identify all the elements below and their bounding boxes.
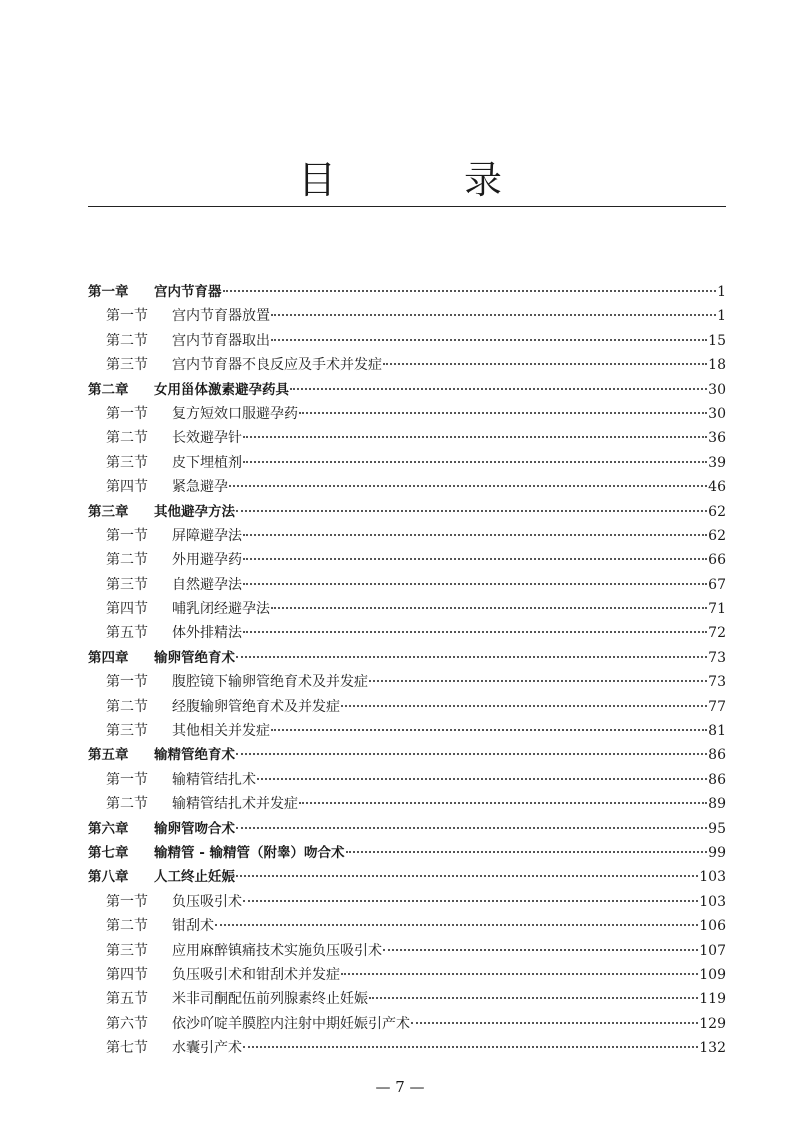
toc-page-number: 39 [708,454,726,471]
toc-entry-number: 第五章 [88,747,129,764]
toc-entry-title: 复方短效口服避孕药 [172,405,298,422]
toc-page-number: 73 [708,674,726,691]
toc-entry-title: 宫内节育器取出 [172,332,270,349]
toc-page-number: 99 [708,844,726,861]
toc-leader-dots [236,752,707,755]
toc-entry-number: 第二节 [106,918,148,935]
toc-leader-dots [243,630,707,633]
toc-entry-number: 第三节 [106,942,148,959]
toc-leader-dots [243,899,698,902]
toc-entry-number: 第二节 [106,552,148,569]
toc-page-number: 103 [699,869,726,886]
toc-entry-number: 第七章 [88,844,129,861]
toc-entry-number: 第一章 [88,284,129,300]
toc-entry-title: 皮下埋植剂 [172,454,242,471]
toc-page-number: 89 [708,796,726,813]
toc-section-row[interactable] [88,573,726,597]
toc-entry-number: 第一节 [106,771,148,788]
toc-entry-number: 第二节 [106,332,148,349]
toc-entry-title: 人工终止妊娠 [154,869,235,886]
toc-section-row[interactable] [88,524,726,548]
toc-chapter-row[interactable] [88,646,726,670]
toc-section-row[interactable] [88,695,726,719]
toc-page-number: 81 [708,723,726,740]
toc-entry-number: 第五节 [106,991,148,1008]
toc-entry-number: 第二节 [106,430,148,447]
toc-leader-dots [341,972,698,975]
toc-chapter-row[interactable] [88,280,726,304]
toc-entry-title: 体外排精法 [172,625,242,642]
toc-page-number: 107 [699,942,726,959]
toc-entry-title: 经腹输卵管绝育术及并发症 [172,698,340,715]
toc-leader-dots [243,460,707,463]
toc-entry-title: 输精管 - 输精管（附睾）吻合术 [154,844,345,861]
toc-section-row[interactable] [88,792,726,816]
toc-entry-number: 第三章 [88,503,129,520]
toc-entry-number: 第三节 [106,723,148,740]
toc-leader-dots [411,1021,698,1024]
toc-section-row[interactable] [88,890,726,914]
toc-section-row[interactable] [88,1036,726,1060]
toc-section-row[interactable] [88,914,726,938]
toc-page-number: 106 [699,918,726,935]
toc-entry-title: 宫内节育器放置 [172,308,270,325]
toc-section-row[interactable] [88,987,726,1011]
toc-section-row[interactable] [88,304,726,328]
toc-section-row[interactable] [88,402,726,426]
toc-section-row[interactable] [88,963,726,987]
toc-entry-number: 第四节 [106,966,148,983]
toc-entry-number: 第三节 [106,454,148,471]
toc-leader-dots [243,435,707,438]
toc-entry-title: 输卵管吻合术 [154,820,235,837]
toc-page-number: 62 [708,527,726,544]
toc-section-row[interactable] [88,353,726,377]
toc-entry-title: 钳刮术 [172,918,214,935]
toc-chapter-row[interactable] [88,817,726,841]
toc-entry-number: 第七节 [106,1040,148,1057]
toc-page-number: 71 [708,601,726,618]
toc-entry-title: 依沙吖啶羊膜腔内注射中期妊娠引产术 [172,1015,410,1032]
toc-leader-dots [229,484,707,487]
toc-entry-number: 第二章 [88,381,129,398]
toc-leader-dots [341,704,707,707]
toc-leader-dots [271,338,707,341]
toc-leader-dots [236,826,707,829]
toc-entry-number: 第一节 [106,674,148,691]
toc-leader-dots [299,411,707,414]
toc-section-row[interactable] [88,939,726,963]
toc-page-number: 18 [708,357,726,374]
toc-chapter-row[interactable] [88,378,726,402]
toc-section-row[interactable] [88,475,726,499]
toc-entry-number: 第三节 [106,576,148,593]
toc-page-number: 86 [708,771,726,788]
toc-leader-dots [271,313,716,316]
toc-leader-dots [236,655,707,658]
toc-leader-dots [290,387,707,390]
page-number: — 7 — [375,1078,425,1096]
toc-leader-dots [299,801,707,804]
toc-page-number: 67 [708,576,726,593]
toc-entry-number: 第二节 [106,796,148,813]
toc-section-row[interactable] [88,426,726,450]
toc-page-number: 86 [708,747,726,764]
toc-entry-title: 输精管结扎术 [172,771,256,788]
toc-entry-title: 紧急避孕 [172,479,228,496]
toc-page-number: 72 [708,625,726,642]
toc-leader-dots [243,533,707,536]
toc-page-number: 103 [699,893,726,910]
toc-page-number: 132 [699,1040,726,1057]
table-of-contents [88,280,726,1061]
toc-entry-number: 第一节 [106,405,148,422]
toc-leader-dots [243,557,707,560]
toc-section-row[interactable] [88,1012,726,1036]
toc-page-number: 77 [708,698,726,715]
toc-entry-title: 哺乳闭经避孕法 [172,601,270,618]
toc-leader-dots [271,728,707,731]
toc-section-row[interactable] [88,329,726,353]
toc-section-row[interactable] [88,768,726,792]
toc-page-number: 95 [708,820,726,837]
toc-page-number: 1 [717,284,726,300]
toc-entry-title: 宫内节育器 [154,284,222,300]
toc-entry-title: 输卵管绝育术 [154,649,235,666]
toc-page-number: 129 [699,1015,726,1032]
toc-entry-number: 第一节 [106,308,148,325]
toc-entry-title: 女用甾体激素避孕药具 [154,381,289,398]
toc-page-number: 62 [708,503,726,520]
toc-leader-dots [346,850,708,853]
toc-entry-number: 第一节 [106,893,148,910]
toc-entry-title: 其他相关并发症 [172,723,270,740]
toc-page-number: 30 [708,381,726,398]
toc-leader-dots [243,582,707,585]
toc-leader-dots [236,874,698,877]
toc-entry-title: 水囊引产术 [172,1040,242,1057]
toc-section-row[interactable] [88,719,726,743]
toc-leader-dots [383,948,698,951]
toc-leader-dots [243,1045,698,1048]
toc-page-number: 66 [708,552,726,569]
toc-leader-dots [257,777,707,780]
toc-page-number: 15 [708,332,726,349]
toc-entry-title: 输精管绝育术 [154,747,235,764]
toc-entry-title: 自然避孕法 [172,576,242,593]
page-title: 目 录 [297,158,561,202]
toc-leader-dots [369,996,698,999]
toc-chapter-row[interactable] [88,743,726,767]
toc-entry-title: 其他避孕方法 [154,503,235,520]
toc-entry-number: 第四节 [106,479,148,496]
toc-entry-title: 米非司酮配伍前列腺素终止妊娠 [172,991,368,1008]
toc-page-number: 46 [708,479,726,496]
toc-entry-number: 第三节 [106,357,148,374]
toc-page-number: 36 [708,430,726,447]
toc-page-number: 109 [699,966,726,983]
toc-entry-title: 长效避孕针 [172,430,242,447]
toc-page-number: 73 [708,649,726,666]
toc-section-row[interactable] [88,621,726,645]
toc-entry-title: 腹腔镜下输卵管绝育术及并发症 [172,674,368,691]
toc-section-row[interactable] [88,670,726,694]
toc-entry-number: 第一节 [106,527,148,544]
toc-leader-dots [383,362,707,365]
toc-leader-dots [236,509,707,512]
toc-section-row[interactable] [88,548,726,572]
title-rule [88,206,726,207]
toc-section-row[interactable] [88,597,726,621]
toc-entry-title: 应用麻醉镇痛技术实施负压吸引术 [172,942,382,959]
toc-entry-number: 第五节 [106,625,148,642]
toc-leader-dots [369,679,707,682]
toc-page-number: 1 [717,308,726,325]
toc-entry-title: 输精管结扎术并发症 [172,796,298,813]
toc-leader-dots [215,923,698,926]
toc-chapter-row[interactable] [88,841,726,865]
toc-entry-title: 宫内节育器不良反应及手术并发症 [172,357,382,374]
toc-section-row[interactable] [88,451,726,475]
toc-entry-number: 第六章 [88,820,129,837]
toc-entry-number: 第八章 [88,869,129,886]
toc-entry-number: 第六节 [106,1015,148,1032]
toc-page-number: 30 [708,405,726,422]
toc-leader-dots [223,289,717,292]
toc-leader-dots [271,606,707,609]
toc-entry-title: 屏障避孕法 [172,527,242,544]
toc-entry-number: 第四章 [88,649,129,666]
toc-page-number: 119 [699,991,726,1008]
toc-entry-title: 外用避孕药 [172,552,242,569]
toc-chapter-row[interactable] [88,865,726,889]
toc-chapter-row[interactable] [88,500,726,524]
toc-entry-number: 第二节 [106,698,148,715]
toc-entry-title: 负压吸引术 [172,893,242,910]
toc-entry-number: 第四节 [106,601,148,618]
toc-entry-title: 负压吸引术和钳刮术并发症 [172,966,340,983]
